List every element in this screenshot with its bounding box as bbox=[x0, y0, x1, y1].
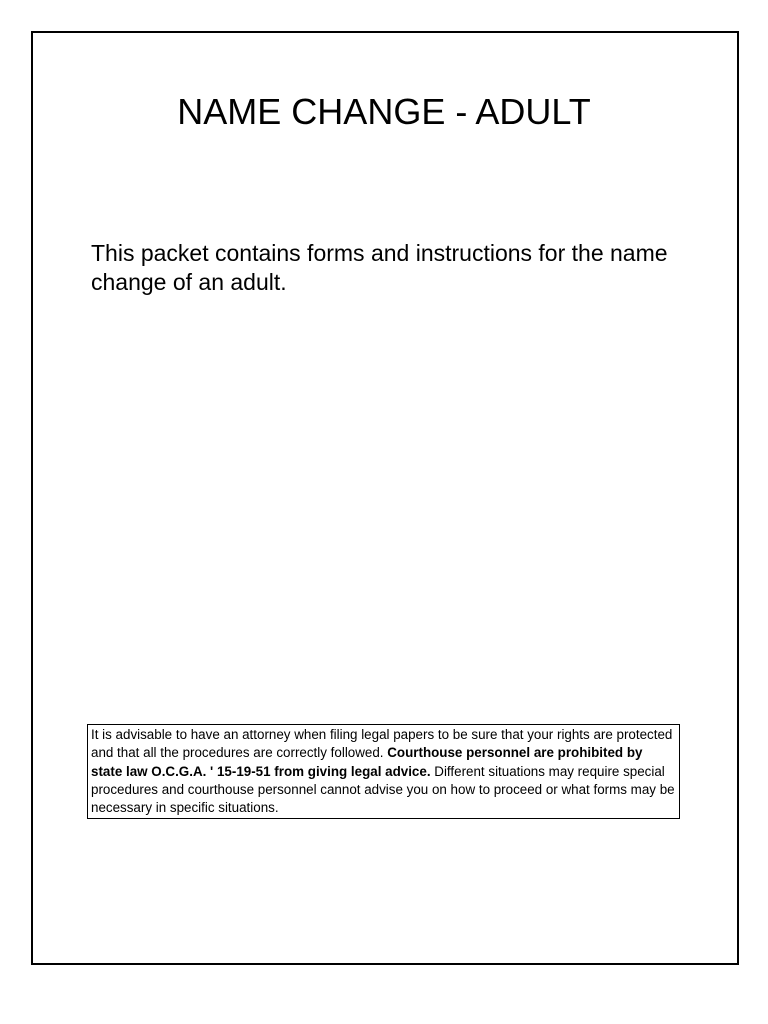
disclaimer-bold-notice: Courthouse personnel are prohibited by state law O.C.G.A. ' 15-19-51 from giving legal advice. bbox=[91, 745, 643, 779]
disclaimer-text-part1: It is advisable to have an attorney when filing legal papers to be sure that your rights are protected and that all the procedures are correctly followed. bbox=[91, 727, 673, 761]
intro-paragraph: This packet contains forms and instructions for the name change of an adult. bbox=[91, 240, 668, 295]
disclaimer-text-part2: Different situations may require special procedures and courthouse personnel cannot advise you on how to proceed or what forms may be necessary in specific situations. bbox=[91, 763, 675, 816]
page-border bbox=[31, 31, 739, 965]
page-title: NAME CHANGE - ADULT bbox=[177, 91, 591, 132]
legal-disclaimer-box bbox=[87, 724, 680, 819]
